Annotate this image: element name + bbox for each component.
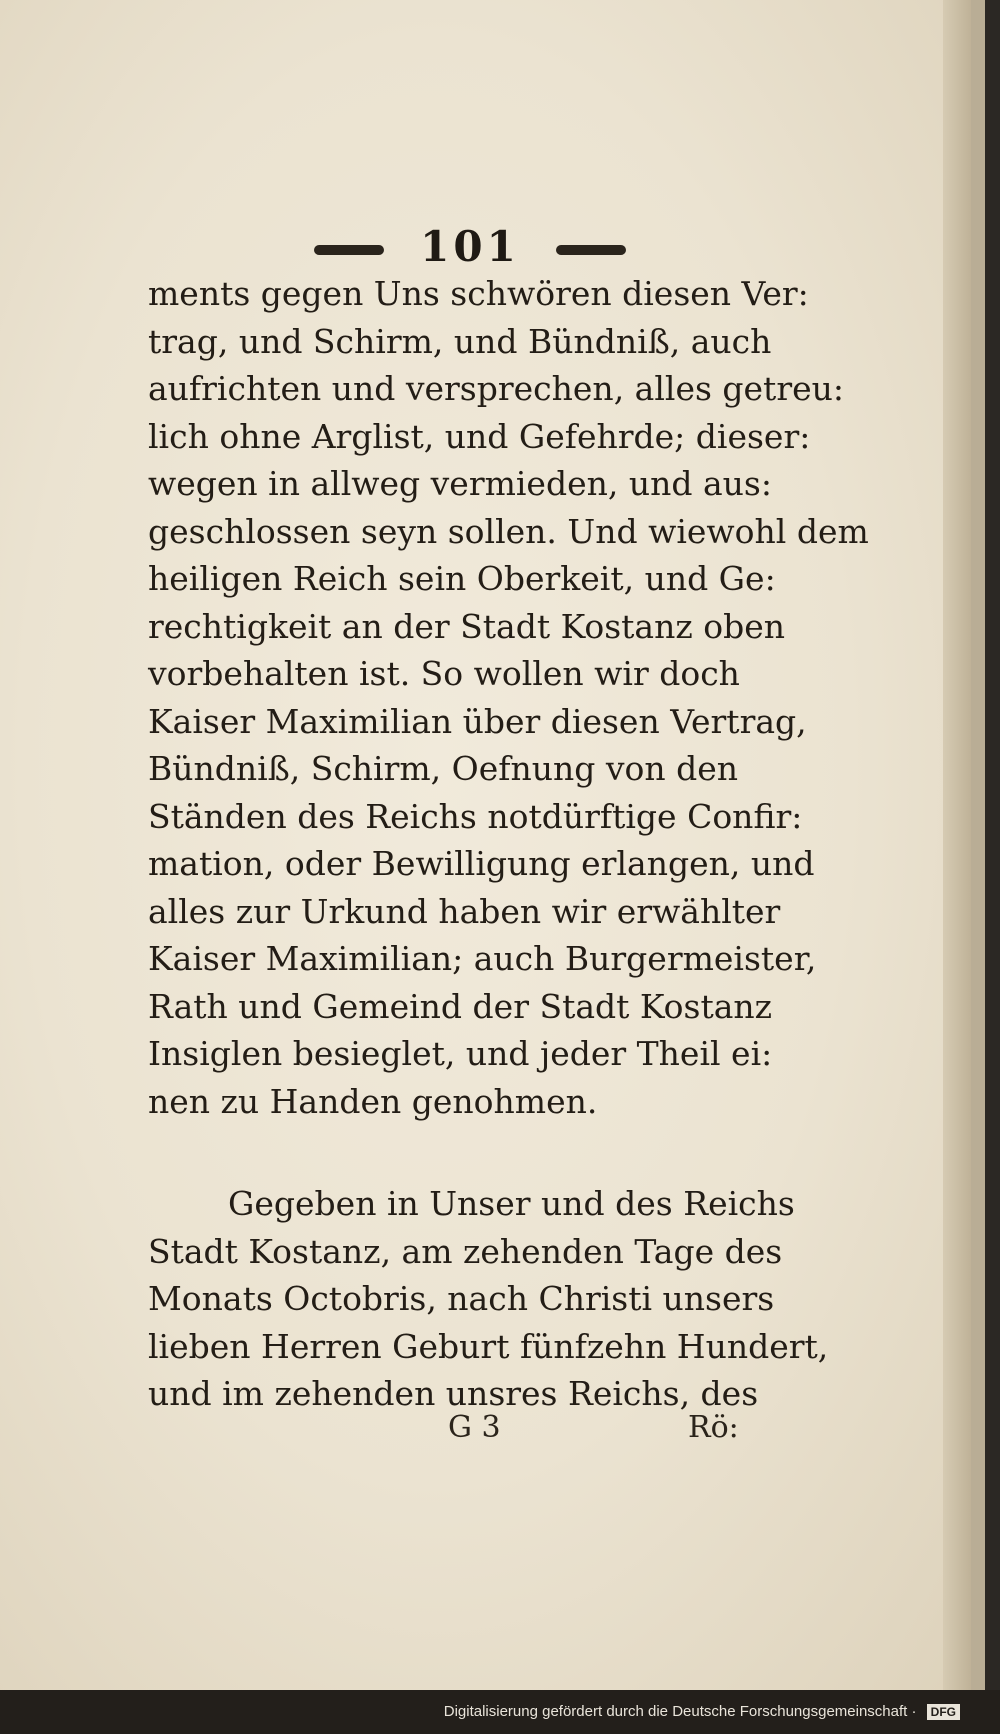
left-ornament bbox=[314, 245, 384, 255]
text-line: lieben Herren Geburt fünfzehn Hundert, bbox=[148, 1326, 829, 1366]
right-ornament bbox=[556, 245, 626, 255]
text-line: rechtigkeit an der Stadt Kostanz oben bbox=[148, 606, 785, 646]
text-line: Insiglen besieglet, und jeder Theil ei: bbox=[148, 1034, 773, 1073]
page-number: 101 bbox=[420, 222, 520, 271]
text-line: Stadt Kostanz, am zehenden Tage des bbox=[148, 1231, 783, 1271]
text-line: geschlossen seyn sollen. Und wiewohl dem bbox=[148, 511, 869, 551]
signature-mark: G 3 bbox=[448, 1410, 501, 1445]
page-edge bbox=[943, 0, 971, 1690]
text-line: Kaiser Maximilian; auch Burgermeister, bbox=[148, 939, 817, 978]
text-line: alles zur Urkund haben wir erwählter bbox=[148, 891, 781, 931]
text-line: Rath und Gemeind der Stadt Kostanz bbox=[148, 986, 773, 1026]
text-line: ments gegen Uns schwören diesen Ver: bbox=[148, 274, 809, 313]
text-line: trag, und Schirm, und Bündniß, auch bbox=[148, 321, 772, 361]
catchword: Rö: bbox=[688, 1410, 739, 1445]
dfg-logo: DFG bbox=[927, 1704, 960, 1720]
text-line: und im zehenden unsres Reichs, des bbox=[148, 1374, 759, 1413]
page-header bbox=[0, 222, 940, 271]
text-line: aufrichten und versprechen, alles getreu: bbox=[148, 369, 844, 408]
text-line: mation, oder Bewilligung erlangen, und bbox=[148, 844, 815, 883]
main-paragraph bbox=[148, 270, 869, 1125]
dating-paragraph bbox=[148, 1180, 829, 1418]
text-line: Bündniß, Schirm, Oefnung von den bbox=[148, 749, 738, 788]
digitization-credit bbox=[0, 1690, 1000, 1734]
text-line: lich ohne Arglist, und Gefehrde; dieser: bbox=[148, 416, 811, 456]
text-line: wegen in allweg vermieden, und aus: bbox=[148, 464, 772, 503]
text-line: Kaiser Maximilian über diesen Vertrag, bbox=[148, 701, 807, 741]
text-line: nen zu Handen genohmen. bbox=[148, 1081, 598, 1121]
text-line: vorbehalten ist. So wollen wir doch bbox=[148, 654, 740, 693]
text-line: heiligen Reich sein Oberkeit, und Ge: bbox=[148, 559, 776, 598]
text-line: Monats Octobris, nach Christi unsers bbox=[148, 1279, 775, 1318]
credit-text: Digitalisierung gefördert durch die Deutsche Forschungsgemeinschaft · bbox=[443, 1703, 917, 1720]
text-line: Gegeben in Unser und des Reichs bbox=[228, 1184, 795, 1223]
text-line: Ständen des Reichs notdürftige Confir: bbox=[148, 796, 803, 836]
